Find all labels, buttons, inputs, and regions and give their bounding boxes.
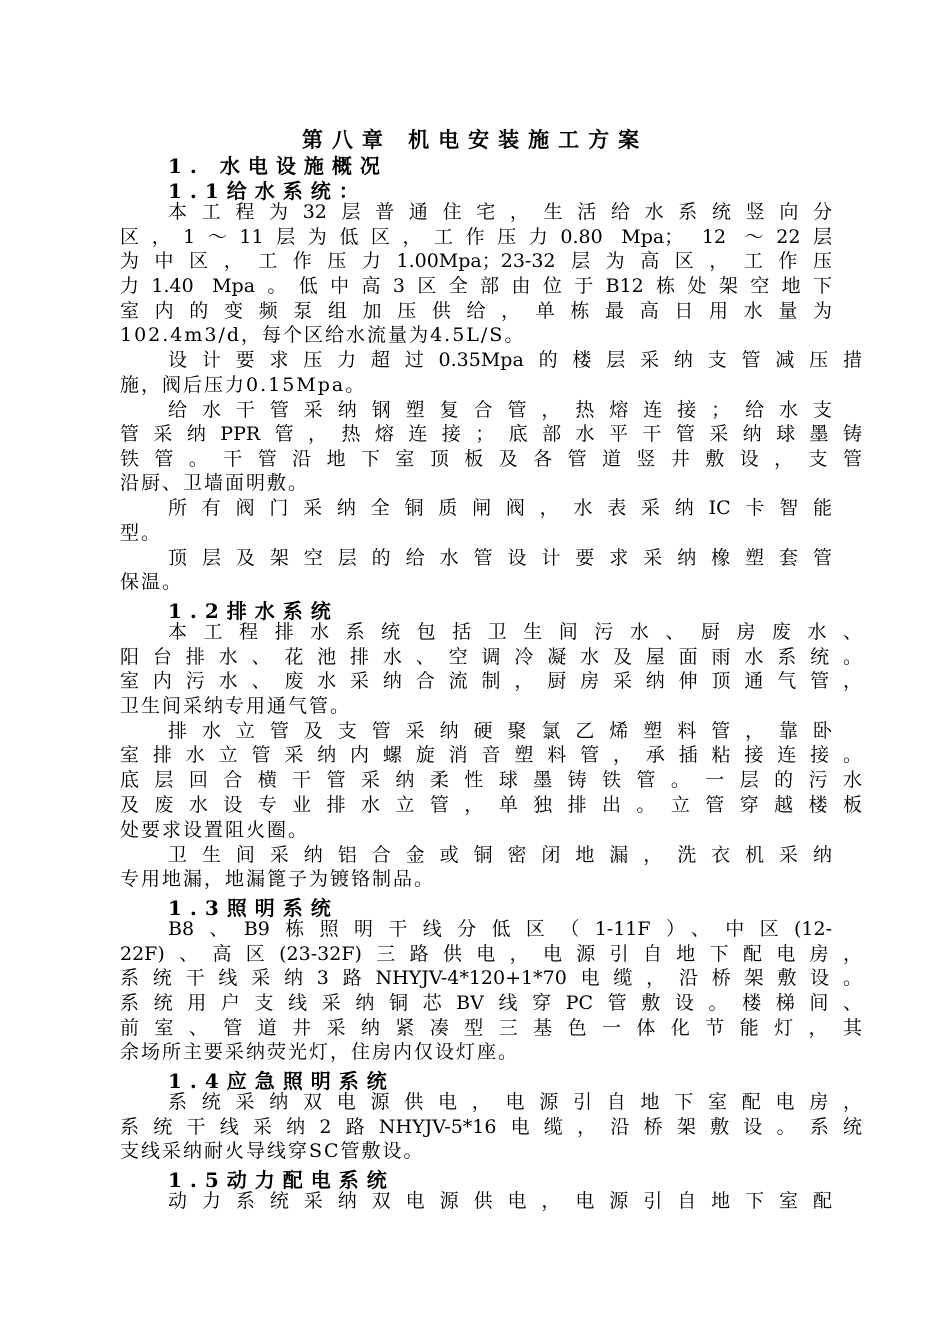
paragraph-line: 保温。	[120, 571, 184, 593]
paragraph-line: 力1.40 Mpa。低中高3区全部由位于B12栋处架空地下	[120, 275, 832, 297]
paragraph-line: 区，1～11层为低区，工作压力0.80 Mpa； 12 ～22层	[120, 226, 832, 248]
paragraph-line: 底层回合横干管采纳柔性球墨铸铁管。一层的污水	[120, 769, 862, 791]
paragraph-line: 给水干管采纳钢塑复合管，热熔连接；给水支	[168, 399, 832, 421]
section-heading-1: 1. 水电设施概况	[168, 154, 388, 178]
section-heading-1-1: 1.1给水系统：	[168, 179, 367, 203]
paragraph-line: 为中区，工作压力1.00Mpa；23-32层为高区，工作压	[120, 250, 832, 272]
paragraph-line: 排水立管及支管采纳硬聚氯乙烯塑料管，靠卧	[168, 720, 832, 742]
paragraph-line: 系统采纳双电源供电，电源引自地下室配电房，	[168, 1091, 862, 1113]
paragraph-line: B8、B9栋照明干线分低区（1-11F）、中区(12-	[168, 918, 832, 940]
section-heading-1-3: 1.3照明系统	[168, 896, 339, 920]
paragraph-line: 设计要求压力超过0.35Mpa的楼层采纳支管减压措	[168, 349, 862, 371]
paragraph-line: 卫生间采纳铝合金或铜密闭地漏，洗衣机采纳	[168, 844, 832, 866]
paragraph-line: 卫生间采纳专用通气管。	[120, 695, 352, 717]
paragraph-line: 处要求设置阻火圈。	[120, 819, 310, 841]
paragraph-line: 专用地漏，地漏篦子为镀铬制品。	[120, 868, 436, 890]
paragraph-line: 本工程为32层普通住宅，生活给水系统竖向分	[168, 201, 832, 223]
paragraph-line: 22F)、高区(23-32F)三路供电，电源引自地下配电房，	[120, 943, 862, 965]
paragraph-line: 室内污水、废水采纳合流制，厨房采纳伸顶通气管，	[120, 670, 862, 692]
section-heading-1-5: 1.5动力配电系统	[168, 1168, 395, 1192]
paragraph-line: 系统干线采纳2路NHYJV-5*16电缆，沿桥架敷设。系统	[120, 1116, 862, 1138]
paragraph-line: 沿厨、卫墙面明敷。	[120, 472, 310, 494]
paragraph-line: 系统用户支线采纳铜芯BV线穿PC管敷设。楼梯间、	[120, 992, 862, 1014]
paragraph-line: 顶层及架空层的给水管设计要求采纳橡塑套管	[168, 547, 832, 569]
paragraph-line: 动力系统采纳双电源供电，电源引自地下室配	[168, 1190, 832, 1212]
paragraph-line: 室排水立管采纳内螺旋消音塑料管，承插粘接连接。	[120, 744, 862, 766]
paragraph-line: 型。	[120, 522, 163, 544]
paragraph-line: 室内的变频泵组加压供给，单栋最高日用水量为	[120, 300, 832, 322]
section-heading-1-2: 1.2排水系统	[168, 599, 339, 623]
paragraph-line: 本工程排水系统包括卫生间污水、厨房废水、	[168, 621, 862, 643]
paragraph-line: 前室、管道井采纳紧凑型三基色一体化节能灯，其	[120, 1017, 862, 1039]
paragraph-line: 余场所主要采纳荧光灯，住房内仅设灯座。	[120, 1041, 520, 1063]
section-heading-1-4: 1.4应急照明系统	[168, 1069, 395, 1093]
paragraph-line: 及废水设专业排水立管，单独排出。立管穿越楼板	[120, 794, 862, 816]
paragraph-line: 管采纳PPR管，热熔连接；底部水平干管采纳球墨铸	[120, 423, 862, 445]
paragraph-line: 支线采纳耐火导线穿SC管敷设。	[120, 1140, 425, 1162]
paragraph-line: 102.4m3/d，每个区给水流量为4.5L/S。	[120, 324, 526, 346]
chapter-title: 第八章 机电安装施工方案	[301, 127, 649, 152]
paragraph-line: 铁管。干管沿地下室顶板及各管道竖井敷设，支管	[120, 448, 862, 470]
paragraph-line: 系统干线采纳3路NHYJV-4*120+1*70电缆，沿桥架敷设。	[120, 967, 862, 989]
paragraph-line: 阳台排水、花池排水、空调冷凝水及屋面雨水系统。	[120, 646, 862, 668]
paragraph-line: 施，阀后压力0.15Mpa。	[120, 374, 367, 396]
paragraph-line: 所有阀门采纳全铜质闸阀，水表采纳IC卡智能	[168, 497, 832, 519]
